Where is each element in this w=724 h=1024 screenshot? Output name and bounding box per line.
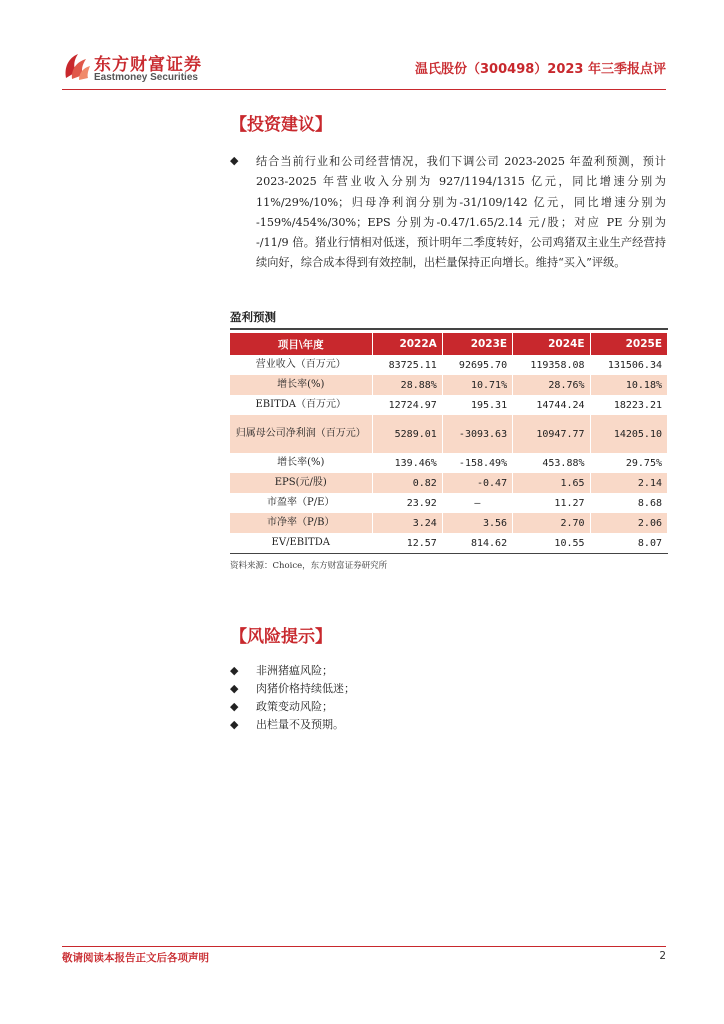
table-cell: 453.88%	[513, 453, 590, 473]
table-cell: 12.57	[372, 533, 442, 553]
table-cell: -0.47	[442, 473, 512, 493]
report-title: 温氏股份（300498）2023 年三季报点评	[415, 62, 666, 77]
logo-en-text: Eastmoney Securities	[94, 72, 198, 83]
investment-paragraph	[230, 152, 666, 274]
table-bottom-rule	[230, 553, 668, 554]
investment-section-title: 【投资建议】	[230, 115, 332, 135]
risk-text: 政策变动风险；	[256, 700, 333, 713]
table-top-rule	[230, 328, 668, 330]
table-cell: —	[442, 493, 512, 513]
risk-text: 肉猪价格持续低迷；	[256, 682, 355, 695]
table-cell: 92695.70	[442, 355, 512, 375]
table-cell: -3093.63	[442, 415, 512, 453]
table-cell: 29.75%	[590, 453, 667, 473]
table-cell: 814.62	[442, 533, 512, 553]
table-cell: 2.70	[513, 513, 590, 533]
diamond-bullet-icon: ◆	[230, 682, 239, 695]
table-row	[230, 375, 668, 395]
risk-section-title: 【风险提示】	[230, 627, 332, 647]
table-row	[230, 395, 668, 415]
risk-list	[230, 662, 666, 734]
list-item	[230, 698, 666, 716]
header-cell: 2024E	[513, 333, 590, 355]
table-cell: -158.49%	[442, 453, 512, 473]
table-cell: 28.88%	[372, 375, 442, 395]
row-label: 增长率(%)	[230, 375, 372, 395]
row-label: EPS(元/股)	[230, 473, 372, 493]
table-cell: 1.65	[513, 473, 590, 493]
list-item	[230, 662, 666, 680]
table-row	[230, 533, 668, 553]
page-number: 2	[659, 950, 666, 962]
table-cell: 2.14	[590, 473, 667, 493]
risk-text: 非洲猪瘟风险；	[256, 664, 333, 677]
list-item	[230, 680, 666, 698]
table-title: 盈利预测	[230, 310, 276, 324]
table-cell: 131506.34	[590, 355, 667, 375]
row-label: 营业收入（百万元）	[230, 355, 372, 375]
table-cell: 12724.97	[372, 395, 442, 415]
table-cell: 8.07	[590, 533, 667, 553]
row-label: 增长率(%)	[230, 453, 372, 473]
table-cell: 10.55	[513, 533, 590, 553]
diamond-bullet-icon: ◆	[230, 700, 239, 713]
table-cell: 195.31	[442, 395, 512, 415]
list-item	[230, 716, 666, 734]
forecast-table	[230, 333, 668, 553]
table-cell: 3.24	[372, 513, 442, 533]
table-cell: 10.18%	[590, 375, 667, 395]
table-cell: 14205.10	[590, 415, 667, 453]
table-cell: 119358.08	[513, 355, 590, 375]
table-cell: 23.92	[372, 493, 442, 513]
diamond-bullet-icon: ◆	[230, 154, 239, 167]
table-source: 资料来源：Choice，东方财富证券研究所	[230, 561, 388, 571]
investment-text: 结合当前行业和公司经营情况，我们下调公司 2023-2025 年盈利预测，预计 2023-2025 年营业收入分别为 927/1194/1315 亿元，同比增速分别为 11%/29%/10%；归母净利润分别为-31/109/142 亿元，同比增速分别为 -159%/454%/30%；EPS 分别为-0.47/1.65/2.14 元/股；对应 PE 分别为 -/11/9 倍。猪业行情相对低迷，预计明年二季度转好，公司鸡猪双主业生产经营持续向好，综合成本得到有效控制，出栏量保持正向增长。维持“买入”评级。	[256, 155, 666, 270]
row-label: 归属母公司净利润（百万元）	[230, 415, 372, 453]
eastmoney-logo-icon	[62, 48, 92, 82]
header-divider	[62, 89, 666, 90]
diamond-bullet-icon: ◆	[230, 718, 239, 731]
footer-disclaimer: 敬请阅读本报告正文后各项声明	[62, 952, 209, 964]
table-cell: 10947.77	[513, 415, 590, 453]
header-cell: 2025E	[590, 333, 667, 355]
diamond-bullet-icon: ◆	[230, 664, 239, 677]
table-cell: 10.71%	[442, 375, 512, 395]
table-cell: 139.46%	[372, 453, 442, 473]
company-logo	[62, 48, 222, 88]
table-cell: 3.56	[442, 513, 512, 533]
table-cell: 2.06	[590, 513, 667, 533]
table-cell: 14744.24	[513, 395, 590, 415]
header-cell: 项目\年度	[230, 333, 372, 355]
logo-cn-text: 东方财富证券	[94, 55, 202, 75]
table-header-row	[230, 333, 668, 355]
table-row	[230, 493, 668, 513]
page-header	[62, 44, 666, 90]
footer-divider	[62, 946, 666, 947]
row-label: EV/EBITDA	[230, 533, 372, 553]
table-cell: 83725.11	[372, 355, 442, 375]
row-label: EBITDA（百万元）	[230, 395, 372, 415]
row-label: 市盈率（P/E）	[230, 493, 372, 513]
row-label: 市净率（P/B）	[230, 513, 372, 533]
table-row	[230, 453, 668, 473]
header-cell: 2023E	[442, 333, 512, 355]
table-cell: 5289.01	[372, 415, 442, 453]
table-row	[230, 355, 668, 375]
table-cell: 11.27	[513, 493, 590, 513]
table-cell: 0.82	[372, 473, 442, 493]
table-row	[230, 415, 668, 453]
table-cell: 28.76%	[513, 375, 590, 395]
table-cell: 8.68	[590, 493, 667, 513]
table-cell: 18223.21	[590, 395, 667, 415]
table-row	[230, 473, 668, 493]
table-row	[230, 513, 668, 533]
risk-text: 出栏量不及预期。	[256, 718, 344, 731]
header-cell: 2022A	[372, 333, 442, 355]
